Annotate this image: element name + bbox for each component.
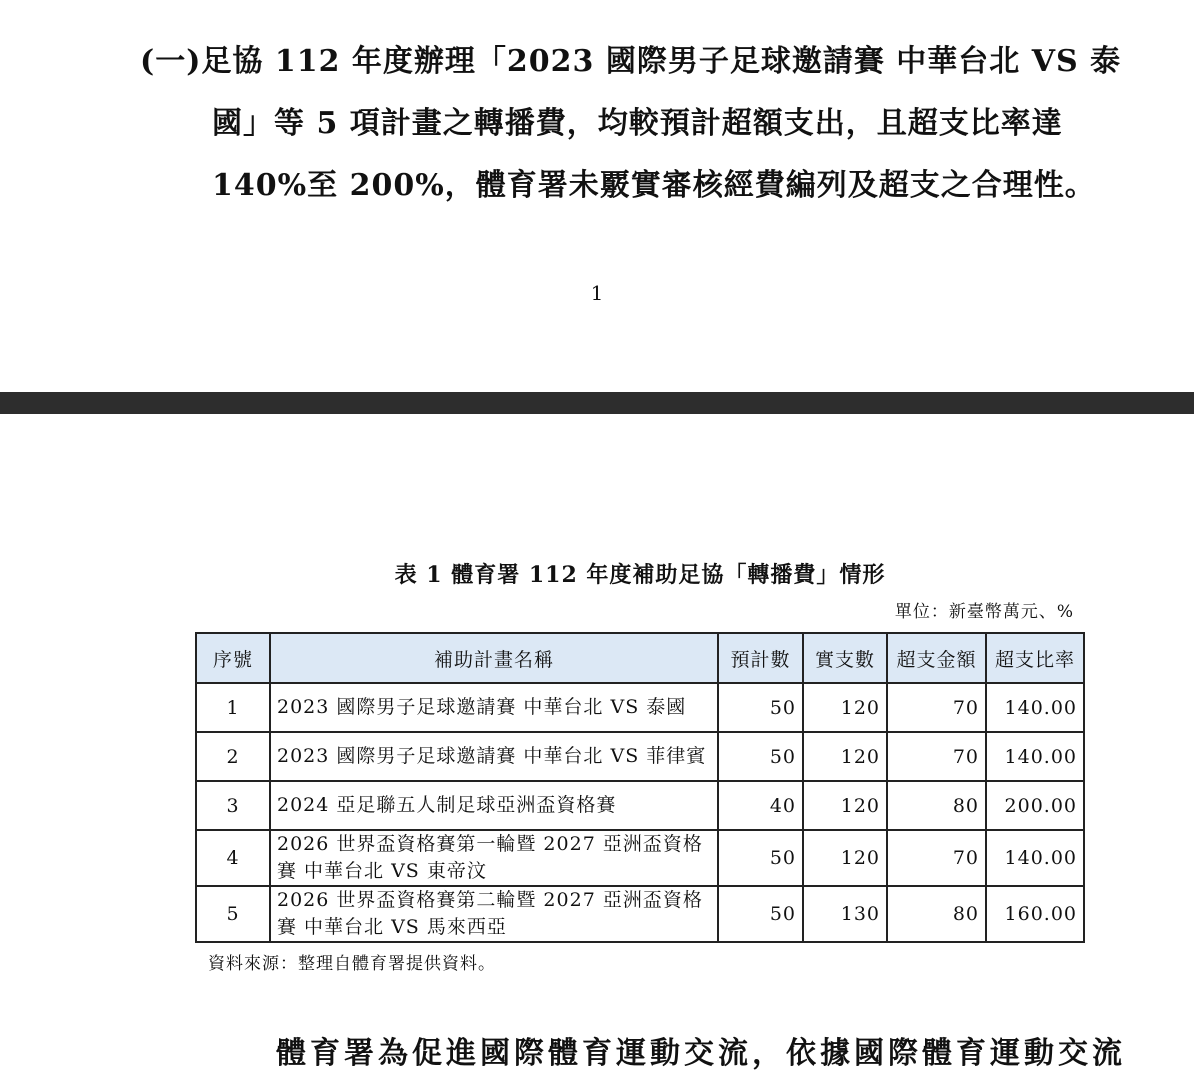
header-name: 補助計畫名稱 [270,633,718,683]
cell-no: 1 [196,683,270,732]
cell-over-rate: 160.00 [986,886,1084,942]
cell-name [270,781,718,830]
table-row [196,781,1084,830]
cell-name-line-2: 賽 中華台北 VS 馬來西亞 [277,916,507,938]
cell-name [270,732,718,781]
table-row [196,886,1084,942]
document-page-1 [0,0,1194,392]
cell-name-line-1: 2023 國際男子足球邀請賽 中華台北 VS 泰國 [277,696,687,718]
table-unit-label: 單位：新臺幣萬元、% [894,602,1074,622]
header-actual: 實支數 [803,633,887,683]
next-paragraph-cutoff: 體育署為促進國際體育運動交流，依據國際體育運動交流 [276,1036,1126,1071]
header-planned: 預計數 [718,633,803,683]
page-divider [0,392,1194,414]
cell-planned: 50 [718,886,803,942]
table-row [196,830,1084,886]
table-source-note: 資料來源：整理自體育署提供資料。 [208,954,496,974]
cell-name-line-2: 賽 中華台北 VS 東帝汶 [277,860,487,882]
cell-planned: 50 [718,830,803,886]
cell-actual: 120 [803,732,887,781]
table-row [196,732,1084,781]
cell-actual: 130 [803,886,887,942]
cell-planned: 50 [718,732,803,781]
cell-over-amount: 70 [887,732,986,781]
cell-name [270,830,718,886]
cell-name-line-1: 2026 世界盃資格賽第一輪暨 2027 亞洲盃資格 [277,833,703,855]
cell-over-amount: 80 [887,781,986,830]
section-heading-line-3: 140%至 200%，體育署未覈實審核經費編列及超支之合理性。 [212,168,1096,203]
page-number: 1 [590,281,604,305]
cell-over-amount: 70 [887,683,986,732]
table-row [196,683,1084,732]
grant-table [195,632,1085,943]
cell-planned: 50 [718,683,803,732]
cell-name [270,683,718,732]
cell-over-rate: 140.00 [986,683,1084,732]
cell-name-line-1: 2026 世界盃資格賽第二輪暨 2027 亞洲盃資格 [277,889,703,911]
cell-name-line-1: 2023 國際男子足球邀請賽 中華台北 VS 菲律賓 [277,745,707,767]
cell-no: 2 [196,732,270,781]
cell-no: 3 [196,781,270,830]
cell-over-rate: 140.00 [986,830,1084,886]
section-heading-line-2: 國」等 5 項計畫之轉播費，均較預計超額支出，且超支比率達 [212,106,1063,141]
cell-planned: 40 [718,781,803,830]
section-heading-line-1: (一)足協 112 年度辦理「2023 國際男子足球邀請賽 中華台北 VS 泰 [140,44,1122,79]
cell-over-rate: 140.00 [986,732,1084,781]
table-header-row [196,633,1084,683]
header-no: 序號 [196,633,270,683]
cell-no: 5 [196,886,270,942]
header-over-rate: 超支比率 [986,633,1084,683]
cell-over-amount: 80 [887,886,986,942]
table-title: 表 1 體育署 112 年度補助足協「轉播費」情形 [394,562,886,588]
header-over-amount: 超支金額 [887,633,986,683]
cell-name-line-1: 2024 亞足聯五人制足球亞洲盃資格賽 [277,794,617,816]
cell-name [270,886,718,942]
cell-actual: 120 [803,683,887,732]
cell-over-amount: 70 [887,830,986,886]
cell-over-rate: 200.00 [986,781,1084,830]
cell-no: 4 [196,830,270,886]
cell-actual: 120 [803,830,887,886]
cell-actual: 120 [803,781,887,830]
